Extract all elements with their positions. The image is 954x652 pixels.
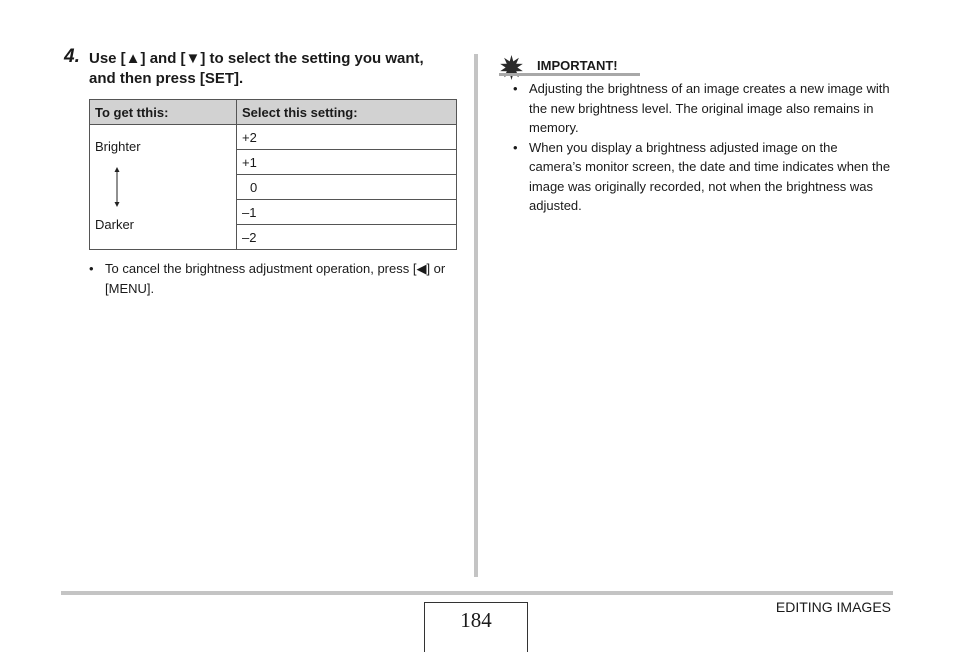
darker-label: Darker: [95, 217, 135, 232]
brighter-label: Brighter: [95, 139, 141, 154]
cancel-note-list: [89, 259, 459, 298]
table-header-cell: Select this setting:: [237, 100, 457, 125]
brightness-settings-table: [89, 99, 457, 250]
page-number: 184: [460, 608, 492, 632]
setting-cell: –2: [237, 225, 457, 250]
table-header-cell: To get tthis:: [90, 100, 237, 125]
section-title: EDITING IMAGES: [775, 599, 891, 615]
step-instruction-line-2: and then press [SET].: [89, 70, 244, 87]
important-underline: [499, 73, 640, 76]
important-label: IMPORTANT!: [537, 58, 618, 73]
list-item: • To cancel the brightness adjustment operation, press [◀] or [MENU].: [89, 259, 459, 298]
setting-cell: 0: [237, 175, 457, 200]
setting-cell: –1: [237, 200, 457, 225]
list-item: • When you display a brightness adjusted image on the camera’s monitor screen, the date and time indicates when the image was originally recorded, not when the brightness was adjusted.: [513, 138, 893, 216]
setting-cell: +1: [237, 150, 457, 175]
setting-cell: +2: [237, 125, 457, 150]
double-arrow-icon: [113, 167, 121, 207]
brightness-direction-cell: [90, 125, 237, 250]
list-item: • Adjusting the brightness of an image creates a new image with the new brightness level. The original image also remains in memory.: [513, 79, 893, 138]
step-number: 4.: [64, 46, 80, 67]
step-instruction: [89, 49, 461, 89]
important-notes-list: [513, 79, 893, 216]
table-header-row: [90, 100, 457, 125]
column-divider: [474, 54, 478, 577]
footer-rule: [61, 591, 893, 595]
table-row: [90, 125, 457, 150]
step-instruction-line-1: Use [▲] and [▼] to select the setting you want,: [89, 50, 424, 67]
important-burst-icon: [499, 55, 524, 80]
